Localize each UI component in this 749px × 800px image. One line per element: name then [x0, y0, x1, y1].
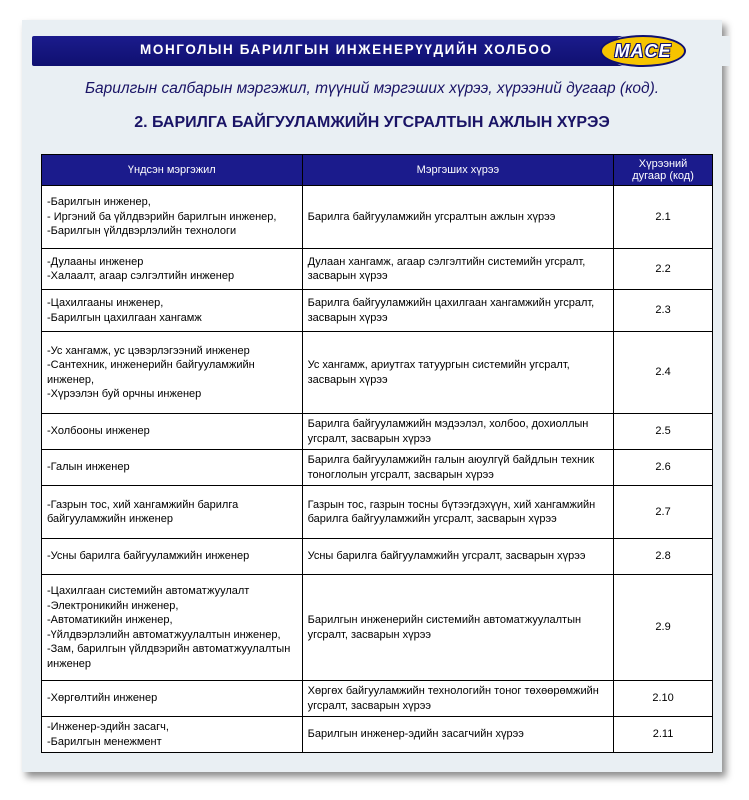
mace-logo: [600, 35, 686, 67]
profession-cell: -Дулааны инженер -Халаалт, агаар сэлгэлтийн инженер: [42, 249, 303, 290]
table-row: [42, 575, 713, 681]
scope-cell: Дулаан хангамж, агаар сэлгэлтийн системийн угсралт, засварын хүрээ: [302, 249, 613, 290]
code-cell: 2.5: [614, 414, 713, 450]
scope-cell: Газрын тос, газрын тосны бүтээгдэхүүн, хий хангамжийн барилга байгууламжийн угсралт, засварын хүрээ: [302, 486, 613, 539]
profession-cell: -Цахилгаан системийн автоматжуулалт -Электроникийн инженер, -Автоматикийн инженер, -Үйлдвэрлэлийн автоматжуулалтын инженер, -Зам, барилгын үйлдвэрийн автоматжуулалтын инженер: [42, 575, 303, 681]
profession-cell: -Инженер-эдийн засагч, -Барилгын менежмент: [42, 717, 303, 753]
table-row: [42, 332, 713, 414]
code-cell: 2.1: [614, 186, 713, 249]
subtitle: Барилгын салбарын мэргэжил, түүний мэргэшиx хүрээ, хүрээний дугаар (код).: [84, 80, 660, 97]
code-cell: 2.11: [614, 717, 713, 753]
code-cell: 2.3: [614, 290, 713, 332]
scope-cell: Хөргөх байгууламжийн технологийн тоног төхөөрөмжийн угсралт, засварын хүрээ: [302, 681, 613, 717]
profession-cell: -Холбооны инженер: [42, 414, 303, 450]
profession-cell: -Цахилгааны инженер, -Барилгын цахилгаан хангамж: [42, 290, 303, 332]
table-row: [42, 290, 713, 332]
scope-cell: Барилга байгууламжийн угсралтын ажлын хүрээ: [302, 186, 613, 249]
organization-title: МОНГОЛЫН БАРИЛГЫН ИНЖЕНЕРҮҮДИЙН ХОЛБОО: [140, 42, 553, 57]
code-cell: 2.8: [614, 539, 713, 575]
profession-cell: -Ус хангамж, ус цэвэрлэгээний инженер -Сантехник, инженерийн байгууламжийн инженер, -Хүрээлэн буй орчны инженер: [42, 332, 303, 414]
scope-cell: Барилга байгууламжийн галын аюулгүй байдлын техник тоноглолын угсралт, засварын хүрээ: [302, 450, 613, 486]
profession-cell: -Газрын тос, хий хангамжийн барилга байгууламжийн инженер: [42, 486, 303, 539]
scope-cell: Барилгын инженер-эдийн засагчийн хүрээ: [302, 717, 613, 753]
profession-cell: -Галын инженер: [42, 450, 303, 486]
table-row: [42, 450, 713, 486]
document-card: [22, 20, 722, 772]
code-cell: 2.9: [614, 575, 713, 681]
code-cell: 2.4: [614, 332, 713, 414]
code-cell: 2.7: [614, 486, 713, 539]
profession-cell: -Хөргөлтийн инженер: [42, 681, 303, 717]
code-cell: 2.2: [614, 249, 713, 290]
scope-cell: Усны барилга байгууламжийн угсралт, засварын хүрээ: [302, 539, 613, 575]
scope-cell: Ус хангамж, ариутгах татуургын системийн угсралт, засварын хүрээ: [302, 332, 613, 414]
column-header-profession: Үндсэн мэргэжил: [42, 155, 303, 186]
table-row: [42, 186, 713, 249]
table-row: [42, 249, 713, 290]
column-header-code: Хүрээний дугаар (код): [614, 155, 713, 186]
scope-cell: Барилга байгууламжийн цахилгаан хангамжийн угсралт, засварын хүрээ: [302, 290, 613, 332]
table-row: [42, 486, 713, 539]
logo-text: MACE: [614, 40, 672, 61]
column-header-scope: Мэргэших хүрээ: [302, 155, 613, 186]
profession-cell: -Усны барилга байгууламжийн инженер: [42, 539, 303, 575]
code-cell: 2.10: [614, 681, 713, 717]
table-row: [42, 539, 713, 575]
table-row: [42, 414, 713, 450]
code-cell: 2.6: [614, 450, 713, 486]
profession-cell: -Барилгын инженер, - Иргэний ба үйлдвэрийн барилгын инженер, -Барилгын үйлдвэрлэлийн технологи: [42, 186, 303, 249]
section-title: 2. БАРИЛГА БАЙГУУЛАМЖИЙН УГСРАЛТЫН АЖЛЫН ХҮРЭЭ: [134, 114, 610, 131]
scope-table: [41, 154, 713, 753]
scope-cell: Барилгын инженерийн системийн автоматжуулалтын угсралт, засварын хүрээ: [302, 575, 613, 681]
scope-cell: Барилга байгууламжийн мэдээлэл, холбоо, дохиоллын угсралт, засварын хүрээ: [302, 414, 613, 450]
table-row: [42, 717, 713, 753]
table-row: [42, 681, 713, 717]
table-header-row: [42, 155, 713, 186]
